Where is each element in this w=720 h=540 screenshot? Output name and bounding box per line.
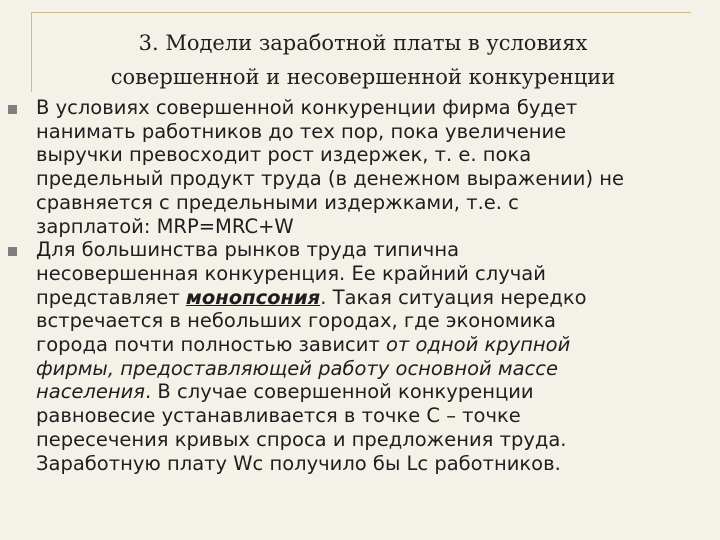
monopsony-term: монопсония (185, 285, 321, 309)
title-frame-horizontal-line (31, 12, 691, 13)
bullet-1-line-6: зарплатой: MRP=MRC+W (36, 214, 294, 238)
title-frame-vertical-line (31, 12, 32, 92)
slide-body (36, 96, 716, 475)
bullet-2-line-3-post: . Такая ситуация нередко (320, 285, 587, 309)
bullet-2-line-4: встречается в небольших городах, где экономика (36, 309, 557, 333)
title-line-2: совершенной и несовершенной конкуренции (110, 65, 616, 89)
bullet-2-line-8: равновесие устанавливается в точке С – точке (36, 404, 521, 428)
bullet-2-line-10: Заработную плату Wc получило бы Lc работников. (36, 451, 561, 475)
bullet-2-line-6: фирмы, предоставляющей работу основной массе (36, 356, 558, 380)
bullet-2-line-5 (36, 333, 716, 357)
bullet-2-line-7-emphasis: населения (36, 380, 146, 404)
bullet-1-line-3: выручки превосходит рост издержек, т. е. пока (36, 143, 532, 167)
bullet-2-line-7 (36, 380, 716, 404)
bullet-1-line-1: В условиях совершенной конкуренции фирма будет (36, 96, 578, 119)
bullet-2-line-1: Для большинства рынков труда типична (36, 238, 460, 262)
bullet-2-line-5-pre: города почти полностью зависит (36, 333, 386, 357)
bullet-2-line-3 (36, 286, 716, 310)
bullet-item-1 (36, 96, 716, 238)
bullet-2-line-7-post: . В случае совершенной конкуренции (145, 380, 534, 404)
bullet-1-line-5: сравняется с предельными издержками, т.е. с (36, 190, 519, 214)
bullet-1-line-4: предельный продукт труда (в денежном выражении) не (36, 167, 625, 191)
square-bullet-icon (8, 247, 17, 256)
square-bullet-icon (8, 105, 17, 114)
bullet-2-line-2: несовершенная конкуренция. Ее крайний случай (36, 261, 546, 285)
bullet-2-line-9: пересечения кривых спроса и предложения труда. (36, 427, 567, 451)
bullet-2-line-3-pre: представляет (36, 285, 186, 309)
slide-title (40, 26, 686, 94)
bullet-2-line-5-emphasis: от одной крупной (386, 333, 571, 357)
bullet-item-2 (36, 238, 716, 475)
bullet-1-line-2: нанимать работников до тех пор, пока увеличение (36, 119, 567, 143)
title-line-1: 3. Модели заработной платы в условиях (138, 31, 588, 55)
